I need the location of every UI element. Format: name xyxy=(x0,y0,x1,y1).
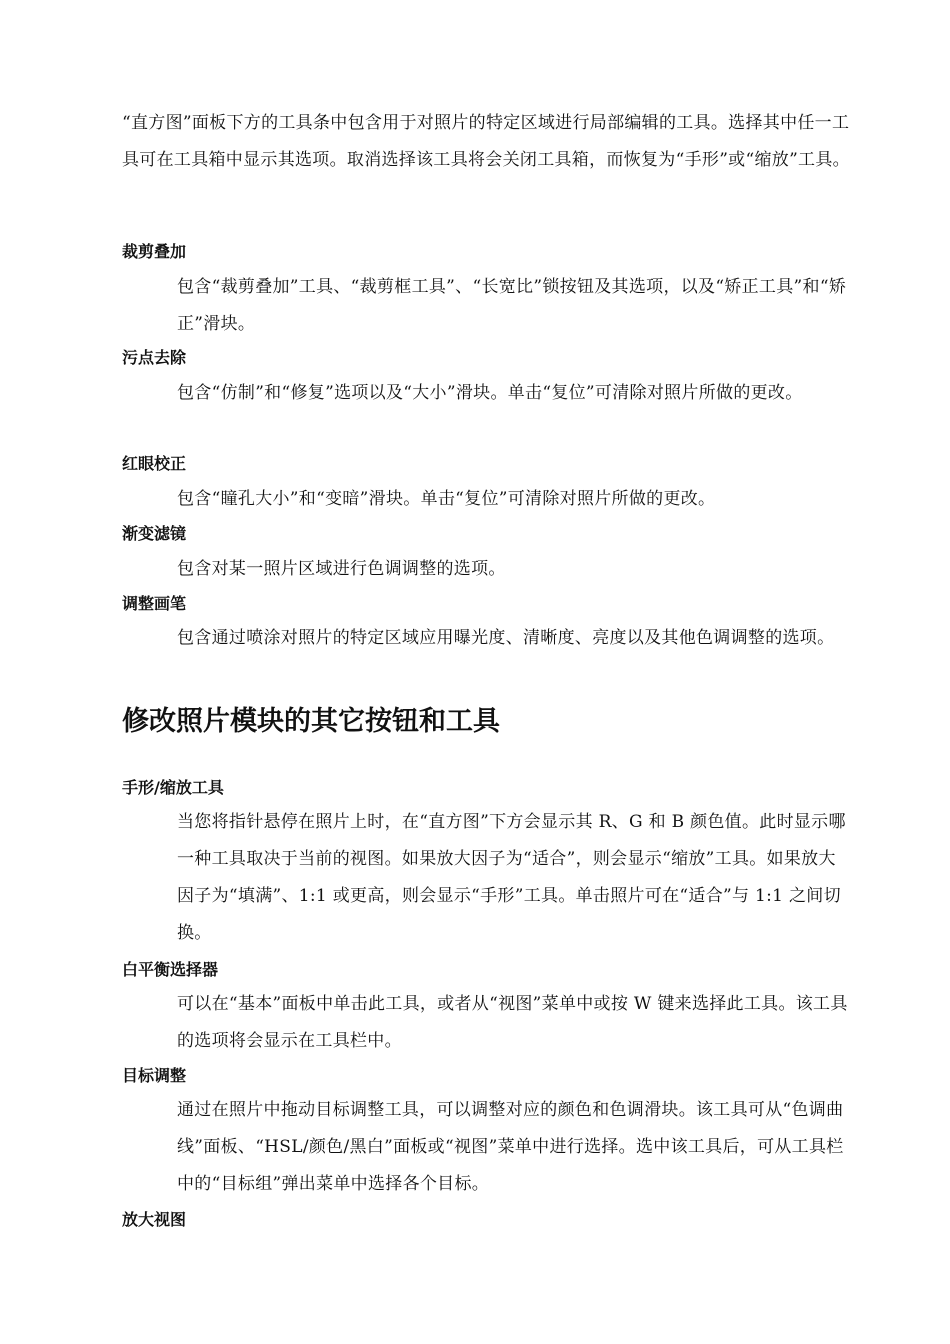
intro-paragraph: “直方图”面板下方的工具条中包含用于对照片的特定区域进行局部编辑的工具。选择其中任一工具可在工具箱中显示其选项。取消选择该工具将会关闭工具箱，而恢复为“手形”或“缩放”工具。 xyxy=(122,113,850,170)
term-hand-zoom: 手形/缩放工具 xyxy=(122,778,224,797)
desc-crop-overlay: 包含“裁剪叠加”工具、“裁剪框工具”、“长宽比”锁按钮及其选项，以及“矫正工具”和“矫正”滑块。 xyxy=(177,277,847,334)
term-targeted-adjustment: 目标调整 xyxy=(122,1066,187,1085)
desc-red-eye: 包含“瞳孔大小”和“变暗”滑块。单击“复位”可清除对照片所做的更改。 xyxy=(177,489,716,509)
desc-hand-zoom: 当您将指针悬停在照片上时，在“直方图”下方会显示其 R、G 和 B 颜色值。此时显示哪一种工具取决于当前的视图。如果放大因子为“适合”，则会显示“缩放”工具。如果放大因子为“填满”、1:1 或更高，则会显示“手形”工具。单击照片可在“适合”与 1:1 之间切换。 xyxy=(177,812,846,943)
term-red-eye: 红眼校正 xyxy=(122,454,187,473)
desc-white-balance: 可以在“基本”面板中单击此工具，或者从“视图”菜单中或按 W 键来选择此工具。该工具的选项将会显示在工具栏中。 xyxy=(177,994,848,1051)
term-white-balance: 白平衡选择器 xyxy=(122,960,219,979)
term-adjustment-brush: 调整画笔 xyxy=(122,594,187,613)
desc-adjustment-brush: 包含通过喷涂对照片的特定区域应用曝光度、清晰度、亮度以及其他色调调整的选项。 xyxy=(177,628,835,648)
desc-spot-removal: 包含“仿制”和“修复”选项以及“大小”滑块。单击“复位”可清除对照片所做的更改。 xyxy=(177,383,803,403)
desc-graduated-filter: 包含对某一照片区域进行色调调整的选项。 xyxy=(177,559,506,579)
term-spot-removal: 污点去除 xyxy=(122,348,187,367)
term-graduated-filter: 渐变滤镜 xyxy=(122,524,187,543)
desc-targeted-adjustment: 通过在照片中拖动目标调整工具，可以调整对应的颜色和色调滑块。该工具可从“色调曲线”面板、“HSL/颜色/黑白”面板或“视图”菜单中进行选择。选中该工具后，可从工具栏中的“目标组”弹出菜单中选择各个目标。 xyxy=(177,1100,844,1194)
term-loupe-view: 放大视图 xyxy=(122,1210,187,1229)
section-title: 修改照片模块的其它按钮和工具 xyxy=(122,706,500,737)
term-crop-overlay: 裁剪叠加 xyxy=(122,242,187,261)
